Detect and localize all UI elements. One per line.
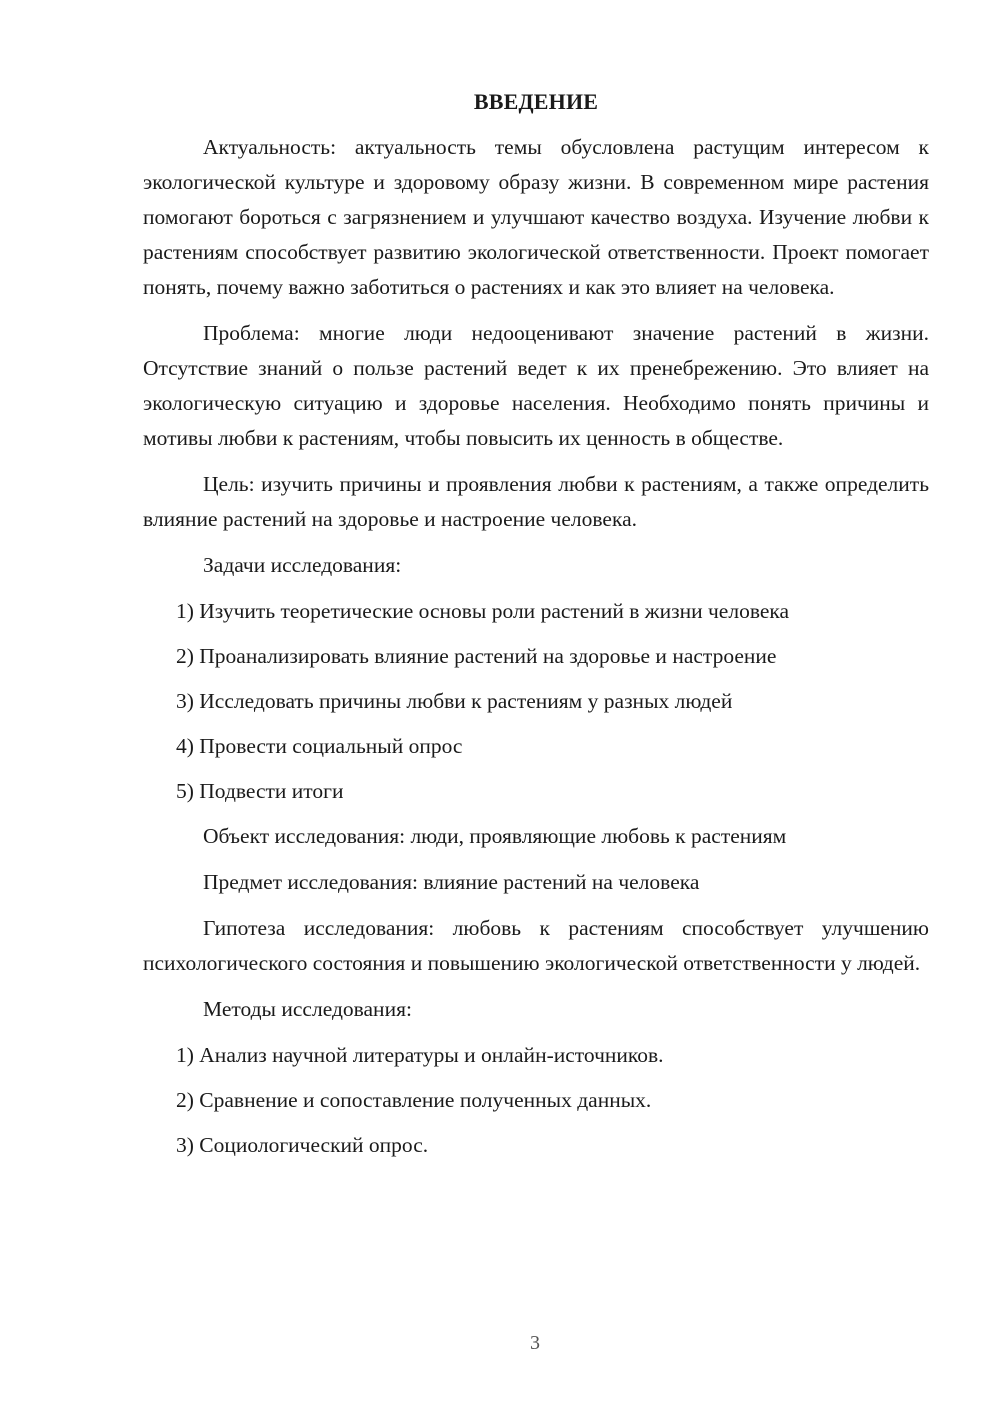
task-item-1: 1) Изучить теоретические основы роли растений в жизни человека <box>176 599 790 623</box>
object-paragraph: Объект исследования: люди, проявляющие любовь к растениям <box>203 824 787 848</box>
methods-title: Методы исследования: <box>203 997 412 1021</box>
method-item-2: 2) Сравнение и сопоставление полученных данных. <box>176 1088 652 1112</box>
relevance-paragraph: Актуальность: актуальность темы обусловлена растущим интересом к экологической культуре и здоровому образу жизни. В современном мире растения помогают бороться с загрязнением и улучшают качество воздуха. Изучение любви к растениям способствует развитию экологической ответственности. Проект помогает понять, почему важно заботиться о растениях и как это влияет на человека. <box>143 135 929 299</box>
hypothesis-paragraph: Гипотеза исследования: любовь к растениям способствует улучшению психологического состояния и повышению экологической ответственности у людей. <box>143 916 929 975</box>
task-item-4: 4) Провести социальный опрос <box>176 734 463 758</box>
task-item-2: 2) Проанализировать влияние растений на здоровье и настроение <box>176 644 777 668</box>
subject-paragraph: Предмет исследования: влияние растений на человека <box>203 870 700 894</box>
section-heading: ВВЕДЕНИЕ <box>473 89 599 114</box>
problem-paragraph: Проблема: многие люди недооценивают значение растений в жизни. Отсутствие знаний о пользе растений ведет к их пренебрежению. Это влияет на экологическую ситуацию и здоровье населения. Необходимо понять причины и мотивы любви к растениям, чтобы повысить их ценность в обществе. <box>143 321 929 450</box>
task-item-5: 5) Подвести итоги <box>176 779 344 803</box>
goal-paragraph: Цель: изучить причины и проявления любви к растениям, а также определить влияние растений на здоровье и настроение человека. <box>143 472 929 531</box>
method-item-3: 3) Социологический опрос. <box>176 1133 429 1157</box>
tasks-title: Задачи исследования: <box>203 553 402 577</box>
page-number: 3 <box>530 1332 540 1354</box>
method-item-1: 1) Анализ научной литературы и онлайн-источников. <box>176 1043 664 1067</box>
task-item-3: 3) Исследовать причины любви к растениям у разных людей <box>176 689 733 713</box>
document-page <box>143 88 929 1173</box>
